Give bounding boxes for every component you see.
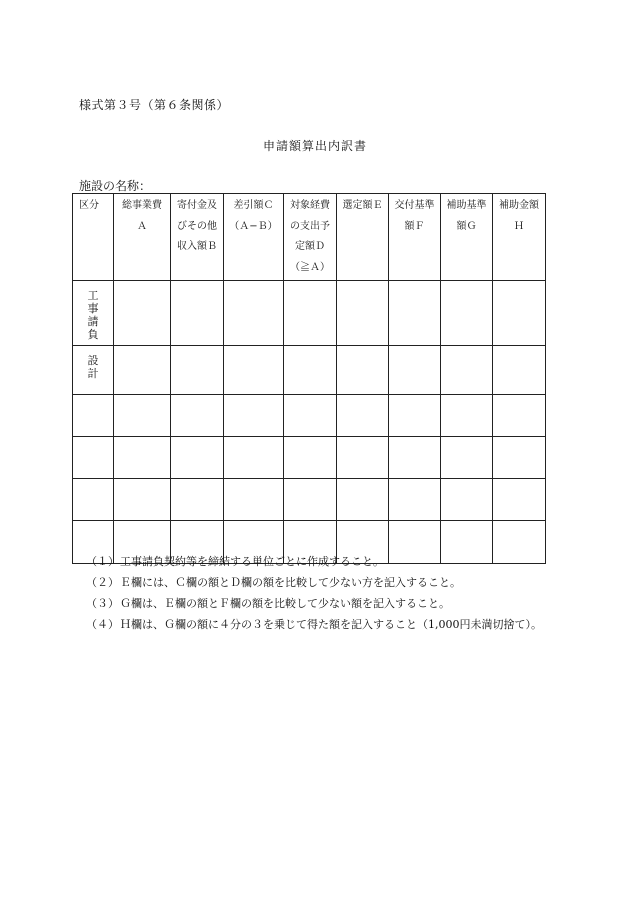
table-row [73, 479, 546, 521]
table-cell[interactable] [284, 346, 337, 395]
table-cell[interactable] [114, 395, 171, 437]
header-text: 寄付金及 [177, 200, 217, 211]
form-number: 様式第３号（第６条関係） [79, 98, 230, 112]
row-label-char: 設 [87, 354, 99, 367]
header-text: 総事業費 [122, 200, 162, 211]
table-cell[interactable] [493, 395, 546, 437]
row-label-char: 事 [87, 302, 99, 315]
row-label-cell [73, 281, 114, 346]
table-cell[interactable] [493, 437, 546, 479]
header-text: びその他 [177, 220, 217, 232]
table-cell[interactable] [441, 437, 493, 479]
note-text: 工事請負契約等を締結する単位ごとに作成すること。 [120, 555, 384, 568]
table-cell[interactable] [389, 479, 441, 521]
table-cell[interactable] [171, 281, 224, 346]
note-number: （１） [86, 555, 119, 568]
note-item [86, 595, 542, 616]
calculation-table [72, 193, 546, 564]
table-cell[interactable] [284, 437, 337, 479]
header-text: （Ａ−Ｂ） [229, 220, 278, 232]
header-text: Ａ [137, 220, 147, 232]
row-label-char: 工 [87, 289, 99, 302]
table-cell[interactable] [493, 479, 546, 521]
header-text: 差引額Ｃ [233, 200, 274, 211]
note-item [86, 553, 542, 574]
row-label-cell [73, 346, 114, 395]
table-cell[interactable] [493, 346, 546, 395]
header-cell [224, 194, 284, 281]
table-cell[interactable] [389, 346, 441, 395]
header-cell [337, 194, 389, 281]
document-title: 申請額算出内訳書 [262, 139, 367, 153]
header-text: 交付基準 [394, 200, 435, 211]
header-cell [284, 194, 337, 281]
header-text: （≧Ａ） [290, 261, 330, 273]
table-cell[interactable] [389, 281, 441, 346]
table-row [73, 346, 546, 395]
header-text: 額Ｇ [456, 220, 477, 232]
row-label-cell [73, 437, 114, 479]
table-cell[interactable] [224, 395, 284, 437]
table-cell[interactable] [337, 437, 389, 479]
table-cell[interactable] [337, 395, 389, 437]
table-cell[interactable] [171, 479, 224, 521]
note-number: （３） [86, 597, 119, 610]
note-number: （２） [86, 576, 119, 589]
table-cell[interactable] [171, 437, 224, 479]
header-text: の支出予 [290, 220, 330, 232]
facility-name-label: 施設の名称： [79, 179, 152, 193]
table-cell[interactable] [114, 346, 171, 395]
notes-list [86, 553, 542, 637]
table-cell[interactable] [493, 281, 546, 346]
header-text: 補助基準 [446, 200, 487, 211]
table-cell[interactable] [284, 281, 337, 346]
table-cell[interactable] [114, 437, 171, 479]
table-cell[interactable] [441, 395, 493, 437]
row-label-cell [73, 479, 114, 521]
header-text: 収入額Ｂ [177, 241, 217, 252]
table-cell[interactable] [171, 346, 224, 395]
table-cell[interactable] [337, 479, 389, 521]
row-label-char: 計 [87, 367, 99, 380]
table-cell[interactable] [284, 395, 337, 437]
note-text: Ｇ欄は、Ｅ欄の額とＦ欄の額を比較して少ない額を記入すること。 [120, 597, 450, 610]
table-cell[interactable] [441, 281, 493, 346]
header-text: 額Ｆ [404, 220, 425, 232]
note-text: Ｅ欄には、Ｃ欄の額とＤ欄の額を比較して少ない方を記入すること。 [120, 576, 461, 589]
table-cell[interactable] [224, 281, 284, 346]
table-cell[interactable] [224, 437, 284, 479]
table-cell[interactable] [441, 479, 493, 521]
header-cell [114, 194, 171, 281]
header-text: 補助金額 [499, 200, 539, 211]
header-text: 定額Ｄ [295, 241, 325, 252]
table-cell[interactable] [441, 346, 493, 395]
table-cell[interactable] [171, 395, 224, 437]
table-cell[interactable] [114, 479, 171, 521]
header-row [73, 194, 546, 281]
header-text: 選定額Ｅ [342, 200, 383, 211]
row-label-cell [73, 395, 114, 437]
header-cell [441, 194, 493, 281]
header-cell [493, 194, 546, 281]
row-label-char: 負 [87, 328, 99, 341]
table-cell[interactable] [224, 479, 284, 521]
header-text: 対象経費 [290, 200, 330, 211]
table-row [73, 395, 546, 437]
table-cell[interactable] [389, 395, 441, 437]
table-cell[interactable] [337, 281, 389, 346]
row-label-char: 請 [87, 315, 99, 328]
table-cell[interactable] [337, 346, 389, 395]
table-cell[interactable] [224, 346, 284, 395]
header-text: 区分 [79, 200, 99, 211]
header-cell [171, 194, 224, 281]
note-text: Ｈ欄は、Ｇ欄の額に４分の３を乗じて得た額を記入すること（1,000円未満切捨て）。 [120, 618, 542, 631]
table-row [73, 281, 546, 346]
header-cell [389, 194, 441, 281]
table-cell[interactable] [389, 437, 441, 479]
note-item [86, 616, 542, 637]
table-row [73, 437, 546, 479]
table-cell[interactable] [114, 281, 171, 346]
header-cell [73, 194, 114, 281]
note-item [86, 574, 542, 595]
header-text: Ｈ [514, 220, 524, 232]
table-cell[interactable] [284, 479, 337, 521]
note-number: （４） [86, 618, 119, 631]
